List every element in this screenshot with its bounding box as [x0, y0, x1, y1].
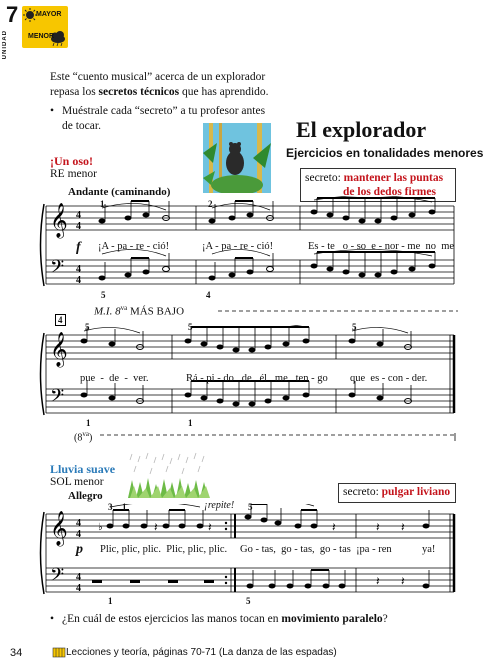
svg-text:𝄢: 𝄢: [50, 257, 65, 282]
svg-text:4: 4: [76, 275, 81, 286]
svg-text:4: 4: [76, 583, 81, 594]
exercise1-name: ¡Un oso!: [50, 154, 94, 168]
lyric-3: Es - te o - so e - nor - me no me: [308, 241, 455, 252]
footer: [0, 645, 500, 667]
exercise2-tempo: Allegro: [68, 490, 103, 502]
intro-line-2: repasa los secretos técnicos que has aprendido.: [50, 86, 269, 98]
lyric-6: que es - con - der.: [350, 373, 428, 384]
secret-value: mantener las puntas: [343, 172, 444, 184]
dynamic-forte: f: [76, 240, 81, 255]
fingering-e2-b1: 5: [246, 596, 251, 606]
svg-text:𝄽: 𝄽: [376, 520, 380, 534]
footer-reference: Lecciones y teoría, páginas 70-71 (La danza de las espadas): [66, 647, 337, 658]
octave-end-line: [100, 433, 458, 441]
fingering-b4: 1: [188, 418, 193, 428]
lyric-e2-3: ya!: [422, 544, 436, 555]
intro-bullet: • Muéstrale cada “secreto” a tu profesor antes de tocar.: [50, 105, 266, 132]
svg-text:𝄽: 𝄽: [208, 520, 212, 534]
exercise2-name: Lluvia suave: [50, 462, 116, 476]
fingering-e2-3: 5: [248, 502, 253, 512]
fingering-4: 5: [188, 322, 193, 332]
piece-subtitle: Ejercicios en tonalidades menores: [286, 146, 484, 160]
exercise2-score: [36, 504, 456, 608]
svg-text:𝄞: 𝄞: [50, 203, 68, 238]
svg-text:4: 4: [76, 529, 81, 540]
exercise2-key: SOL menor: [50, 476, 104, 488]
svg-text:4: 4: [76, 518, 81, 529]
lyric-2: ¡A - pa - re - ció!: [202, 241, 274, 252]
svg-text:𝄞: 𝄞: [50, 332, 68, 367]
svg-text:♭: ♭: [98, 522, 103, 533]
lyric-4: pue - de - ver.: [80, 373, 149, 384]
fingering-b1: 5: [101, 290, 106, 300]
piece-title: El explorador: [296, 117, 427, 142]
measure-number: 4: [55, 314, 66, 326]
octave-marking: M.I. $8^{va}$ MÁS BAJO: [94, 304, 185, 318]
rain-grass-illustration: [128, 452, 212, 498]
dynamic-piano: p: [76, 542, 83, 557]
secret-label: secreto:: [305, 172, 341, 184]
fingering-5: 5: [352, 322, 357, 332]
major-minor-badge: [22, 6, 68, 48]
svg-text:𝄞: 𝄞: [50, 511, 68, 546]
lyric-e2-1: Plic, plic, plic. Plic, plic, plic.: [100, 544, 228, 555]
exercise1-key: RE menor: [50, 168, 97, 180]
lyric-e2-2: Go - tas, go - tas, go - tas ¡pa - ren: [240, 544, 392, 555]
fingering-e2-1: 3: [108, 502, 113, 512]
fingering-3: 5: [85, 322, 90, 332]
repeat-text: ¡repite!: [204, 500, 235, 511]
svg-text:𝄽: 𝄽: [376, 574, 380, 588]
unit-label: UNIDAD: [2, 30, 8, 60]
badge-major-label: MAYOR: [36, 11, 62, 18]
svg-text:4: 4: [76, 221, 81, 232]
svg-text:𝄽: 𝄽: [154, 520, 158, 534]
exercise1-tempo: Andante (caminando): [68, 186, 171, 198]
page-number: 34: [10, 647, 23, 659]
secret-value-line2: de los dedos firmes: [343, 186, 436, 198]
intro-line-1: Este “cuento musical” acerca de un explorador: [50, 71, 266, 83]
bear-forest-illustration: [203, 123, 271, 193]
badge-minor-label: MENOR: [28, 33, 55, 40]
fingering-e2-2: 1: [122, 502, 127, 512]
svg-text:𝄽: 𝄽: [401, 574, 405, 588]
lyric-1: ¡A - pa - re - ció!: [98, 241, 170, 252]
secret2-label: secreto:: [343, 486, 379, 498]
svg-text:𝄽: 𝄽: [401, 520, 405, 534]
piano-book-icon: [52, 645, 66, 659]
svg-text:4: 4: [76, 210, 81, 221]
fingering-2: 2: [208, 199, 213, 209]
fingering-1: 1: [100, 199, 105, 209]
unit-number: 7: [6, 2, 19, 27]
svg-text:𝄢: 𝄢: [50, 386, 65, 411]
svg-text:𝄢: 𝄢: [50, 565, 65, 590]
fingering-b2: 4: [206, 290, 211, 300]
secret2-value: pulgar liviano: [381, 486, 451, 498]
fingering-e2-b2: 1: [108, 596, 113, 606]
exercise2-secret-box: [338, 483, 456, 503]
lyric-5: Rá - pi - do de él me ten - go: [186, 373, 328, 384]
octave-end-marking: $(8^{va})$: [74, 430, 93, 444]
svg-text:𝄽: 𝄽: [332, 520, 336, 534]
octave-dashed-line: [218, 309, 458, 313]
fingering-b3: 1: [86, 418, 91, 428]
svg-text:4: 4: [76, 572, 81, 583]
svg-text:4: 4: [76, 264, 81, 275]
question: • ¿En cuál de estos ejercicios las manos tocan en movimiento paralelo?: [50, 613, 388, 625]
